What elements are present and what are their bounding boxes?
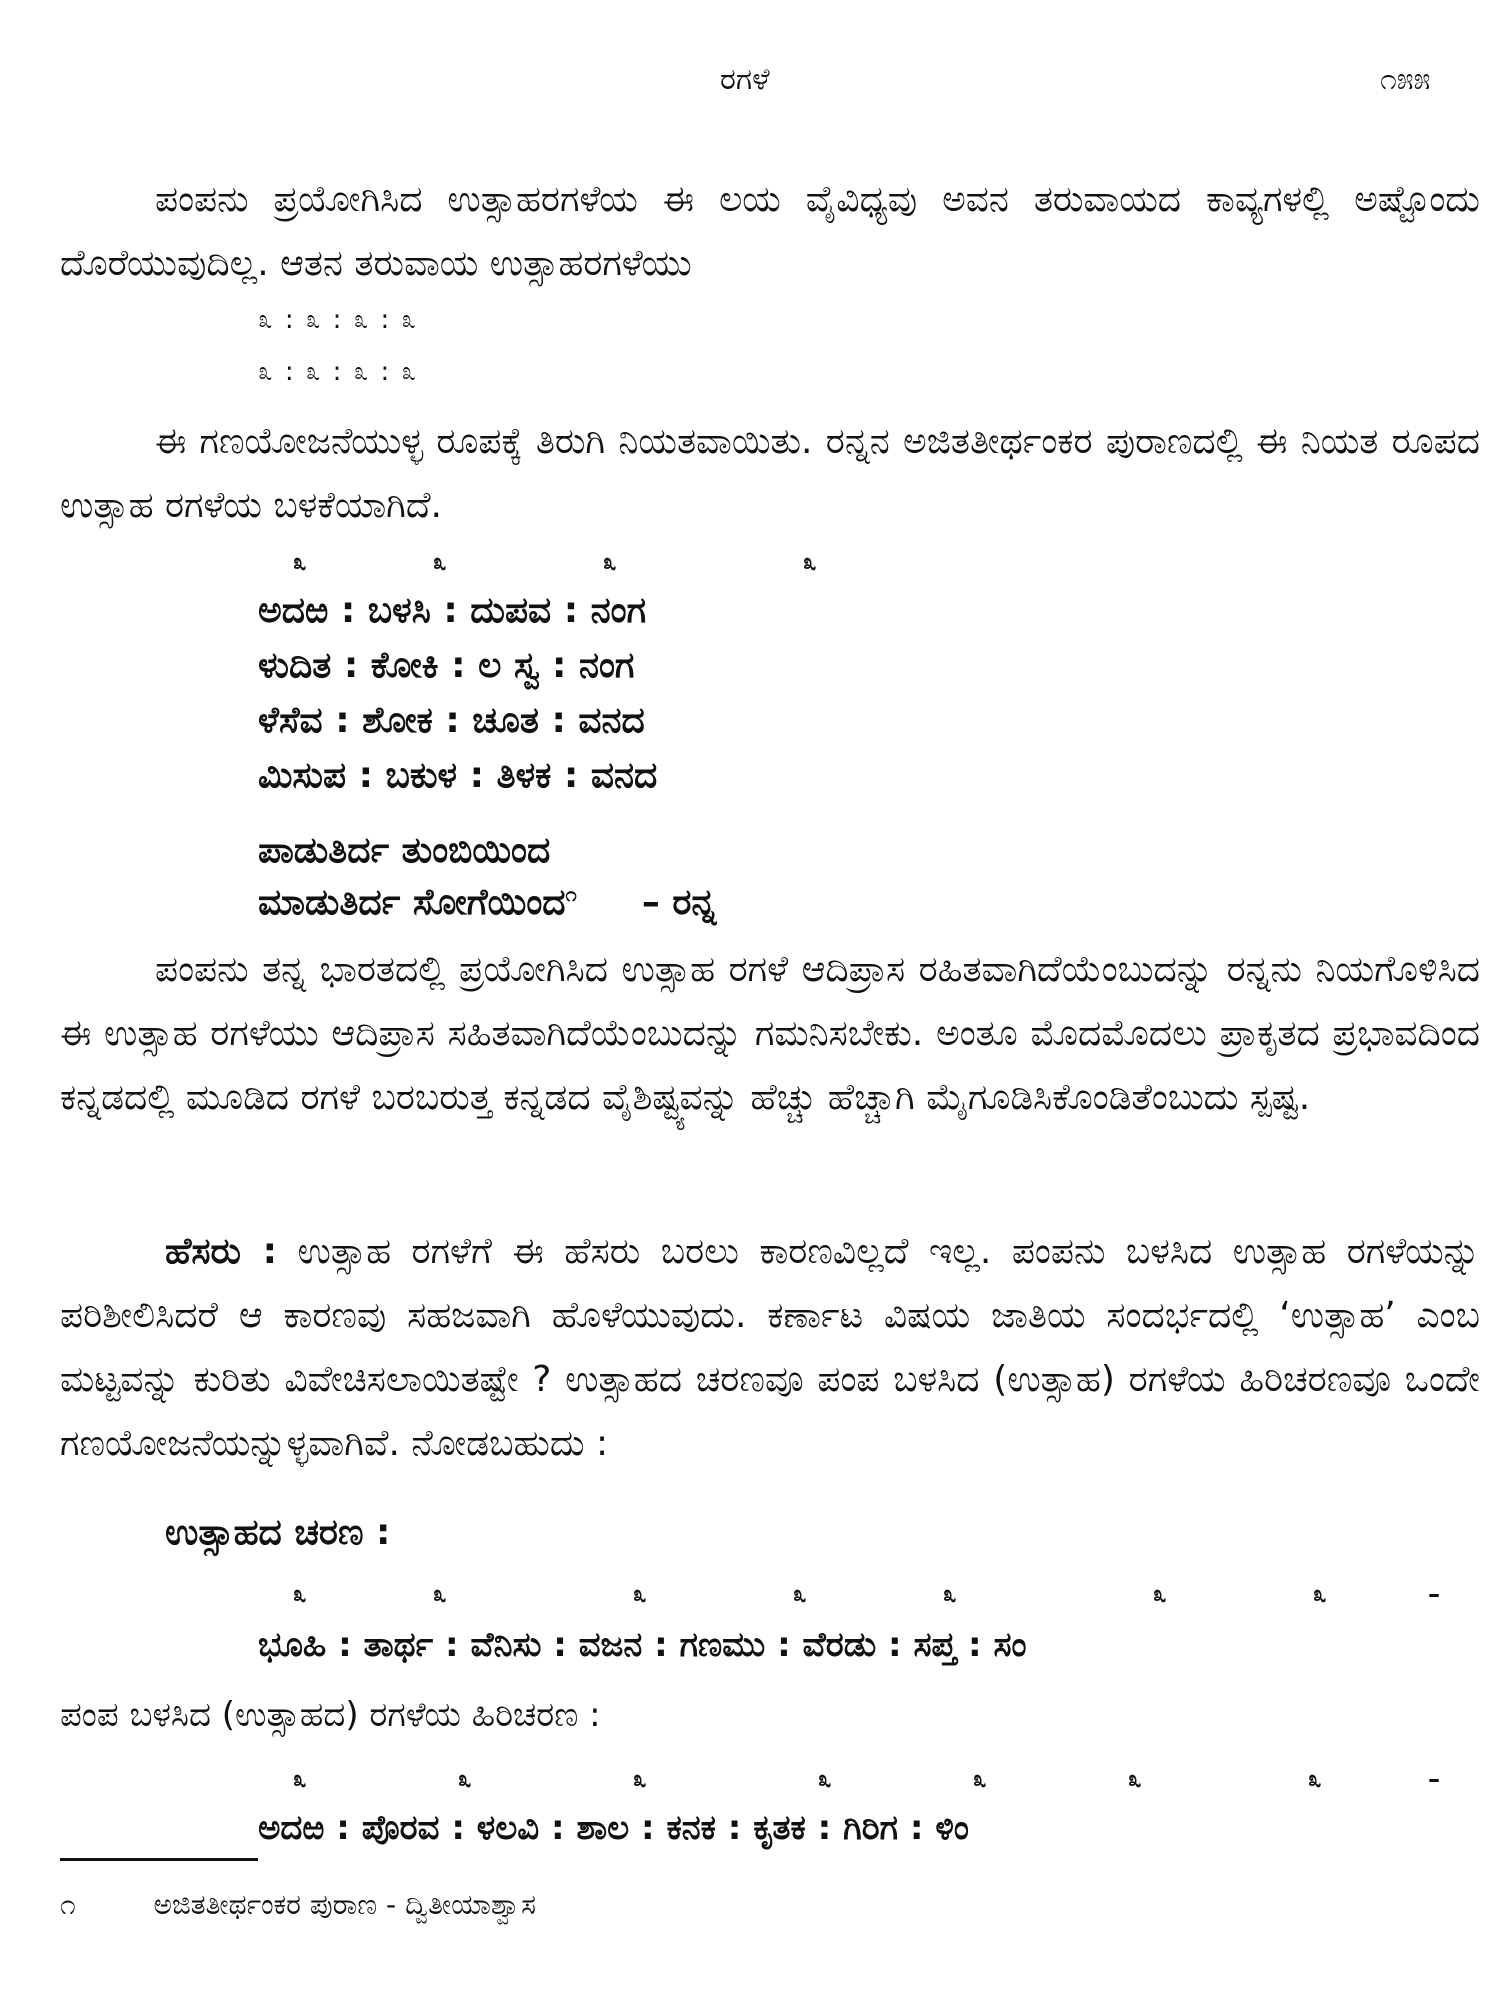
verse2-mark: – [1428, 1580, 1440, 1608]
verse2-mark: ೩ [793, 1580, 807, 1608]
verse3-word: ಳಿಂ [935, 1808, 969, 1848]
verse2-mark: ೩ [943, 1580, 957, 1608]
verse2-line: ಭೂಹಿ : ತಾರ್ಥ : ವೆನಿಸು : ವಜನ : ಗಣಮು : ವೆರಡು : ಸಪ್ತ : ಸಂ [258, 1625, 1027, 1665]
verse2-word: ಸಪ್ತ [913, 1625, 957, 1665]
verse1-line-2: ಳುದಿತ : ಕೋಕಿ : ಲ ಸ್ವ : ನಂಗ [258, 645, 635, 686]
footnote-rule [60, 1858, 258, 1861]
verse3-word: ಅದಱ [258, 1808, 325, 1848]
verse3-word: ಪೊರವ [361, 1808, 440, 1848]
verse2-word: ಸಂ [993, 1625, 1027, 1665]
verse3-mark: ೩ [973, 1765, 987, 1793]
verse3-mark: ೩ [1128, 1765, 1142, 1793]
verse3-word: ಕನಕ [666, 1808, 716, 1848]
utsaha-carana-heading: ಉತ್ಸಾಹದ ಚರಣ : [165, 1512, 391, 1553]
verse3-word: ಶಾಲ [576, 1808, 630, 1848]
heading-hesaru: ಹೆಸರು : [165, 1231, 277, 1272]
verse1-tail-2-text: ಮಾಡುತಿರ್ದ ಸೋಗೆಯಿಂದ [258, 882, 566, 923]
verse3-word: ಳಲವಿ [476, 1808, 540, 1848]
verse1-mark: ೩ [603, 548, 617, 576]
verse2-word: ಗಣಮು [679, 1625, 766, 1665]
verse3-line: ಅದಱ : ಪೊರವ : ಳಲವಿ : ಶಾಲ : ಕನಕ : ಕೃತಕ : ಗಿರಿಗ : ಳಿಂ [258, 1808, 969, 1848]
verse3-mark: ೩ [1308, 1765, 1322, 1793]
verse2-mark: ೩ [433, 1580, 447, 1608]
verse1-mark: ೩ [293, 548, 307, 576]
verse1-tail-1: ಪಾಡುತಿರ್ದ ತುಂಬಿಯಿಂದ [258, 830, 551, 871]
verse2-mark: ೩ [1153, 1580, 1167, 1608]
paragraph-2-text: ಈ ಗಣಯೋಜನೆಯುಳ್ಳ ರೂಪಕ್ಕೆ ತಿರುಗಿ ನಿಯತವಾಯಿತು. ರನ್ನನ ಅಜಿತತೀರ್ಥಂಕರ ಪುರಾಣದಲ್ಲಿ ಈ ನಿಯತ ರೂಪದ ಉತ್ಸಾಹ ರಗಳೆಯ ಬಳಕೆಯಾಗಿದೆ. [60, 421, 1480, 526]
verse1-tail-2 [258, 882, 716, 924]
verse2-mark: ೩ [293, 1580, 307, 1608]
paragraph-2 [60, 410, 1480, 538]
footnote-marker: ೧ [565, 882, 577, 906]
paragraph-1-text: ಪಂಪನು ಪ್ರಯೋಗಿಸಿದ ಉತ್ಸಾಹರಗಳೆಯ ಈ ಲಯ ವೈವಿಧ್ಯವು ಅವನ ತರುವಾಯದ ಕಾವ್ಯಗಳಲ್ಲಿ ಅಷ್ಟೊಂದು ದೊರೆಯುವುದಿಲ್ಲ. ಆತನ ತರುವಾಯ ಉತ್ಸಾಹರಗಳೆಯು [60, 179, 1480, 284]
paragraph-3 [60, 938, 1480, 1130]
verse2-mark: ೩ [1313, 1580, 1327, 1608]
verse1-mark: ೩ [803, 548, 817, 576]
running-title: ರಗಳೆ [720, 62, 770, 97]
verse3-mark: ೩ [633, 1765, 647, 1793]
verse2-word: ವೆರಡು [802, 1625, 877, 1665]
paragraph-4-text: ಉತ್ಸಾಹ ರಗಳೆಗೆ ಈ ಹೆಸರು ಬರಲು ಕಾರಣವಿಲ್ಲದೆ ಇಲ್ಲ. ಪಂಪನು ಬಳಸಿದ ಉತ್ಸಾಹ ರಗಳೆಯನ್ನು ಪರಿಶೀಲಿಸಿದರೆ ಆ ಕಾರಣವು ಸಹಜವಾಗಿ ಹೊಳೆಯುವುದು. ಕರ್ಣಾಟ ವಿಷಯ ಜಾತಿಯ ಸಂದರ್ಭದಲ್ಲಿ ‘ಉತ್ಸಾಹ’ ಎಂಬ ಮಟ್ಟವನ್ನು ಕುರಿತು ವಿವೇಚಿಸಲಾಯಿತಷ್ಟೇ ? ಉತ್ಸಾಹದ ಚರಣವೂ ಪಂಪ ಬಳಸಿದ (ಉತ್ಸಾಹ) ರಗಳೆಯ ಹಿರಿಚರಣವೂ ಒಂದೇ ಗಣಯೋಜನೆಯನ್ನುಳ್ಳವಾಗಿವೆ. ನೋಡಬಹುದು : [60, 1231, 1480, 1464]
footnote-number: ೧ [60, 1888, 76, 1921]
verse3-mark: ೩ [293, 1765, 307, 1793]
page-number: ೧೫೫ [1380, 62, 1431, 97]
footnote-text: ಅಜಿತತೀರ್ಥಂಕರ ಪುರಾಣ - ದ್ವಿತೀಯಾಶ್ವಾಸ [153, 1888, 537, 1921]
verse2-word: ವಜನ [578, 1625, 643, 1665]
verse3-mark: – [1428, 1765, 1440, 1793]
paragraph-1 [60, 168, 1480, 296]
verse2-word: ತಾರ್ಥ [363, 1625, 434, 1665]
verse2-mark: ೩ [633, 1580, 647, 1608]
verse1-mark: ೩ [433, 548, 447, 576]
verse3-word: ಕೃತಕ [753, 1808, 806, 1848]
verse2-marks [258, 1580, 1478, 1610]
verse1-marks [258, 548, 858, 578]
verse3-word: ಗಿರಿಗ [843, 1808, 899, 1848]
verse1-attribution: – ರನ್ನ [641, 882, 717, 923]
verse2-word: ವೆನಿಸು [470, 1625, 542, 1665]
verse3-mark: ೩ [458, 1765, 472, 1793]
verse3-marks [258, 1765, 1478, 1795]
verse1-line-3: ಳೆಸೆವ : ಶೋಕ : ಚೂತ : ವನದ [258, 700, 645, 741]
scheme-line-1: ೩ : ೩ : ೩ : ೩ [258, 305, 419, 335]
verse1-line-1: ಅದಱ : ಬಳಸಿ : ದುಪವ : ನಂಗ [258, 590, 647, 631]
verse3-mark: ೩ [818, 1765, 832, 1793]
verse1-line-4: ಮಿಸುಪ : ಬಕುಳ : ತಿಳಕ : ವನದ [258, 755, 658, 796]
verse2-word: ಭೂಹಿ [258, 1625, 327, 1665]
paragraph-4 [60, 1220, 1480, 1476]
paragraph-3-text: ಪಂಪನು ತನ್ನ ಭಾರತದಲ್ಲಿ ಪ್ರಯೋಗಿಸಿದ ಉತ್ಸಾಹ ರಗಳೆ ಆದಿಪ್ರಾಸ ರಹಿತವಾಗಿದೆಯೆಂಬುದನ್ನು ರನ್ನನು ನಿಯಗೊಳಿಸಿದ ಈ ಉತ್ಸಾಹ ರಗಳೆಯು ಆದಿಪ್ರಾಸ ಸಹಿತವಾಗಿದೆಯೆಂಬುದನ್ನು ಗಮನಿಸಬೇಕು. ಅಂತೂ ಮೊದಮೊದಲು ಪ್ರಾಕೃತದ ಪ್ರಭಾವದಿಂದ ಕನ್ನಡದಲ್ಲಿ ಮೂಡಿದ ರಗಳೆ ಬರಬರುತ್ತ ಕನ್ನಡದ ವೈಶಿಷ್ಟ್ಯವನ್ನು ಹೆಚ್ಚು ಹೆಚ್ಚಾಗಿ ಮೈಗೂಡಿಸಿಕೊಂಡಿತೆಂಬುದು ಸ್ಪಷ್ಟ. [60, 949, 1480, 1118]
scheme-line-2: ೩ : ೩ : ೩ : ೩ [258, 357, 419, 387]
footnote [60, 1888, 536, 1922]
hiricarana-intro: ಪಂಪ ಬಳಸಿದ (ಉತ್ಸಾಹದ) ರಗಳೆಯ ಹಿರಿಚರಣ : [60, 1695, 601, 1735]
